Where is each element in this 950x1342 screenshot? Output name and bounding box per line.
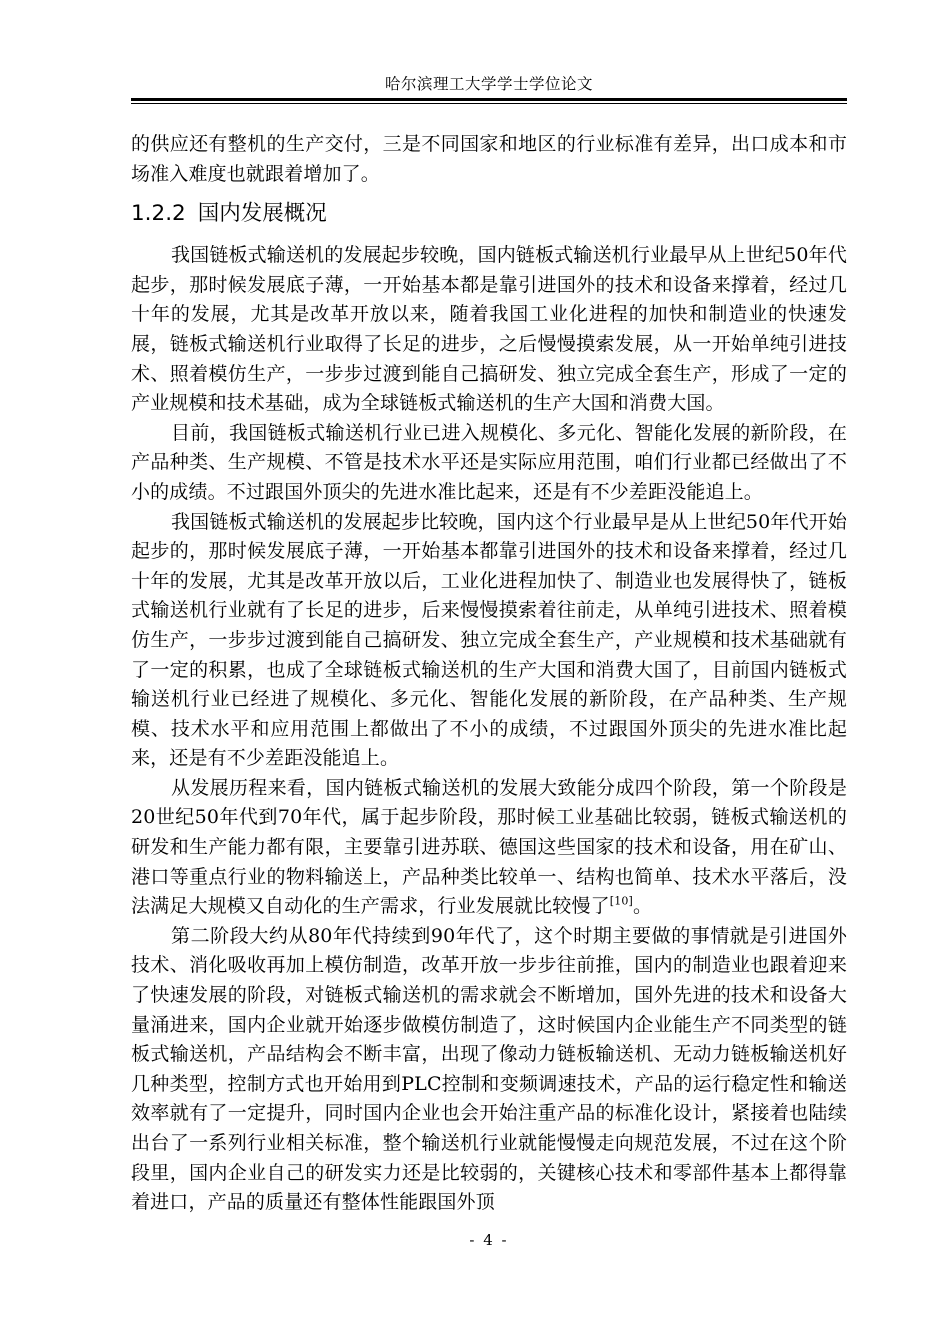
page-number: - 4 - bbox=[469, 1231, 509, 1249]
paragraph-text: 从发展历程来看，国内链板式输送机的发展大致能分成四个阶段，第一个阶段是20世纪50年代到70年代，属于起步阶段，那时候工业基础比较弱，链板式输送机的研发和生产能力都有限，主要靠引进苏联、德国这些国家的技术和设备，用在矿山、港口等重点行业的物料输送上，产品种类比较单一、结构也简单、技术水平落后，没法满足大规模又自动化的生产需求，行业发展就比较慢了 bbox=[131, 776, 847, 918]
header-rule-thick bbox=[131, 98, 847, 101]
section-title: 国内发展概况 bbox=[197, 201, 327, 227]
header-rule-thin bbox=[131, 103, 847, 104]
paragraph: 第二阶段大约从80年代持续到90年代了，这个时期主要做的事情就是引进国外技术、消化吸收再加上模仿制造，改革开放一步步往前推，国内的制造业也跟着迎来了快速发展的阶段，对链板式输送机的需求就会不断增加，国外先进的技术和设备大量涌进来，国内企业就开始逐步做模仿制造了，这时候国内企业能生产不同类型的链板式输送机，产品结构会不断丰富，出现了像动力链板输送机、无动力链板输送机好几种类型，控制方式也开始用到PLC控制和变频调速技术，产品的运行稳定性和输送效率就有了一定提升，同时国内企业也会开始注重产品的标准化设计，紧接着也陆续出台了一系列行业相关标准，整个输送机行业就能慢慢走向规范发展，不过在这个阶段里，国内企业自己的研发实力还是比较弱的，关键核心技术和零部件基本上都得靠着进口，产品的质量还有整体性能跟国外顶 bbox=[131, 924, 847, 1214]
citation-superscript: [10] bbox=[609, 894, 633, 908]
paragraph-end-mark: 。 bbox=[632, 895, 653, 918]
paragraph bbox=[131, 774, 847, 922]
paragraph: 我国链板式输送机的发展起步较晚，国内链板式输送机行业最早从上世纪50年代起步，那时候发展底子薄，一开始基本都是靠引进国外的技术和设备来撑着，经过几十年的发展，尤其是改革开放以来，随着我国工业化进程的加快和制造业的快速发展，链板式输送机行业取得了长足的进步，之后慢慢摸索发展，从一开始单纯引进技术、照着模仿生产，一步步过渡到能自己搞研发、独立完成全套生产，形成了一定的产业规模和技术基础，成为全球链板式输送机的生产大国和消费大国。 bbox=[131, 244, 847, 415]
body-text bbox=[131, 130, 847, 1218]
running-header: 哈尔滨理工大学学士学位论文 bbox=[384, 75, 593, 93]
section-number: 1.2.2 bbox=[131, 201, 186, 227]
paragraph: 我国链板式输送机的发展起步比较晚，国内这个行业最早是从上世纪50年代开始起步的，那时候发展底子薄，一开始基本都靠引进国外的技术和设备来撑着，经过几十年的发展，尤其是改革开放以后，工业化进程加快了、制造业也发展得快了，链板式输送机行业就有了长足的进步，后来慢慢摸索着往前走，从单纯引进技术、照着模仿生产，一步步过渡到能自己搞研发、独立完成全套生产，产业规模和技术基础就有了一定的积累，也成了全球链板式输送机的生产大国和消费大国了，目前国内链板式输送机行业已经进了规模化、多元化、智能化发展的新阶段，在产品种类、生产规模、技术水平和应用范围上都做出了不小的成绩，不过跟国外顶尖的先进水准比起来，还是有不少差距没能追上。 bbox=[131, 510, 847, 770]
paragraph: 目前，我国链板式输送机行业已进入规模化、多元化、智能化发展的新阶段，在产品种类、生产规模、不管是技术水平还是实际应用范围，咱们行业都已经做出了不小的成绩。不过跟国外顶尖的先进水准比起来，还是有不少差距没能追上。 bbox=[131, 421, 847, 503]
section-heading bbox=[131, 199, 847, 229]
paragraph-continued: 的供应还有整机的生产交付，三是不同国家和地区的行业标准有差异，出口成本和市场准入难度也就跟着增加了。 bbox=[131, 133, 847, 185]
